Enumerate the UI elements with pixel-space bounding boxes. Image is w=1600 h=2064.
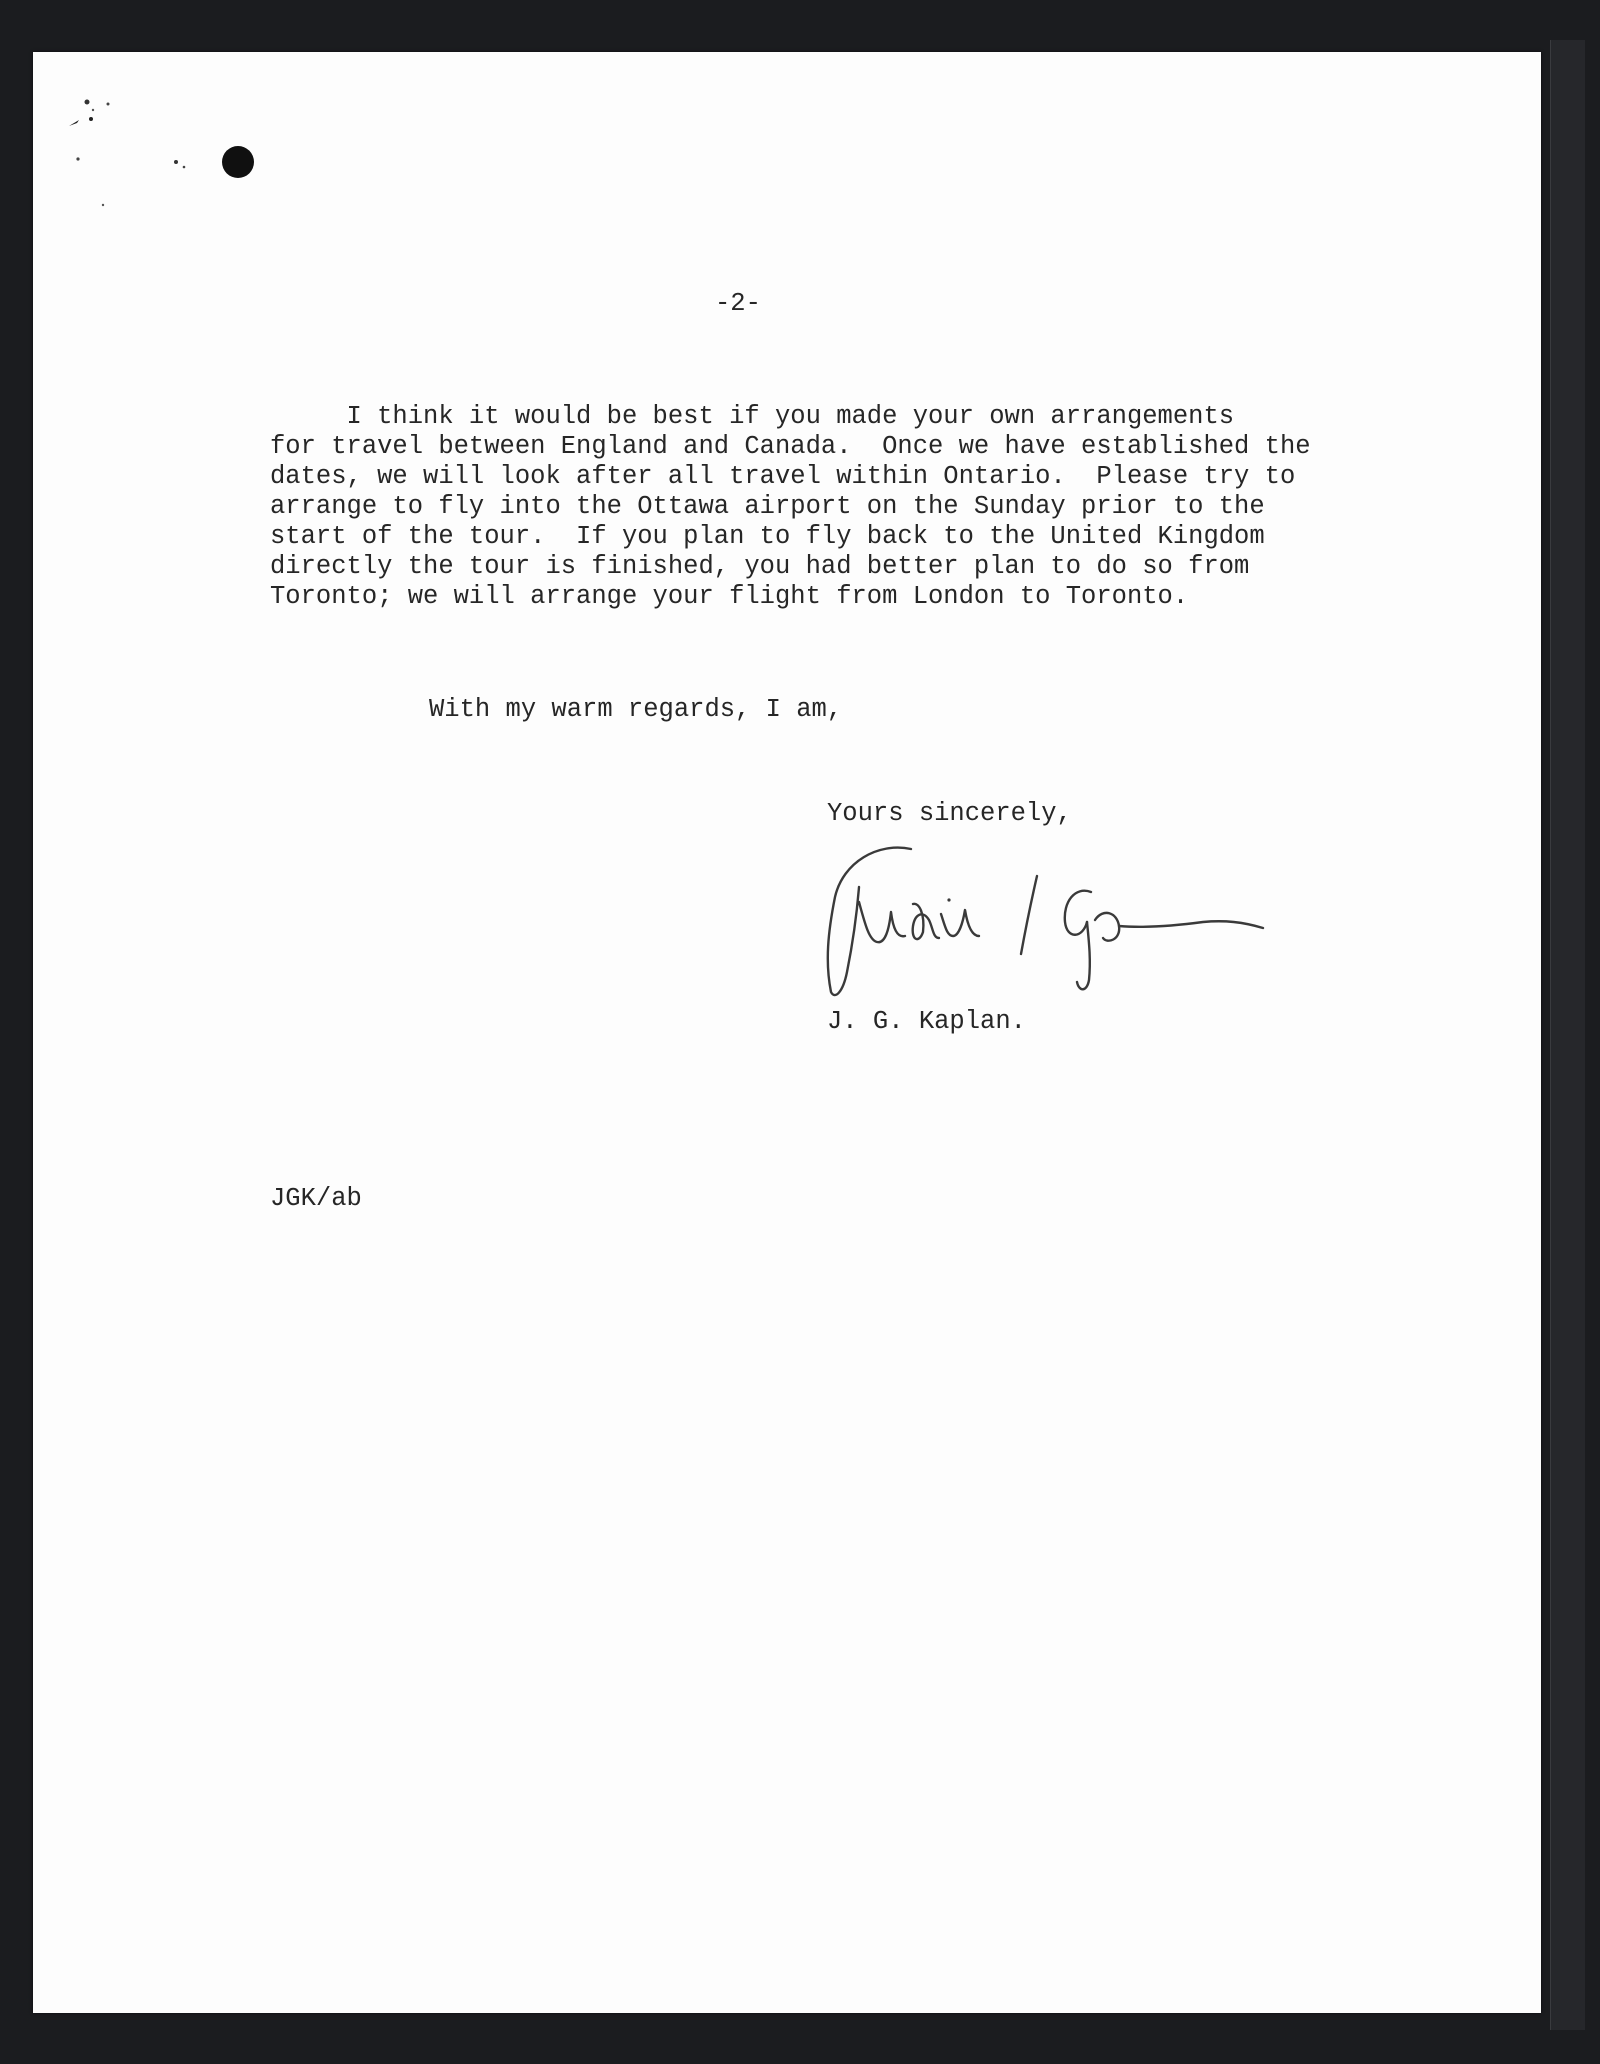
body-line: I think it would be best if you made your own arrangements: [270, 402, 1235, 431]
body-line: dates, we will look after all travel within Ontario. Please try to: [270, 462, 1296, 491]
ink-speck: [102, 204, 104, 206]
handwritten-signature: [773, 842, 1293, 1012]
closing-line: With my warm regards, I am,: [429, 695, 843, 724]
ink-speck: [69, 120, 79, 126]
body-line: Toronto; we will arrange your flight from London to Toronto.: [270, 582, 1189, 611]
body-line: directly the tour is finished, you had better plan to do so from: [270, 552, 1250, 581]
ink-speck: [89, 117, 93, 121]
body-line: start of the tour. If you plan to fly back to the United Kingdom: [270, 522, 1265, 551]
body-line: arrange to fly into the Ottawa airport on the Sunday prior to the: [270, 492, 1265, 521]
typed-name: J. G. Kaplan.: [827, 1007, 1026, 1036]
ink-speck: [76, 157, 79, 160]
ink-speck: [174, 160, 178, 164]
page-number: -2-: [715, 289, 761, 318]
ink-speck: [107, 103, 110, 106]
body-line: for travel between England and Canada. Once we have established the: [270, 432, 1311, 461]
signoff: Yours sincerely,: [827, 799, 1072, 828]
ink-speck: [85, 100, 90, 105]
letter-page: [33, 52, 1541, 2013]
backing-sheet: [1550, 40, 1585, 2030]
punch-hole: [222, 146, 254, 178]
ink-speck: [183, 166, 186, 169]
reference-initials: JGK/ab: [270, 1184, 362, 1213]
ink-speck: [92, 109, 94, 111]
paper-blemishes: [33, 52, 333, 312]
